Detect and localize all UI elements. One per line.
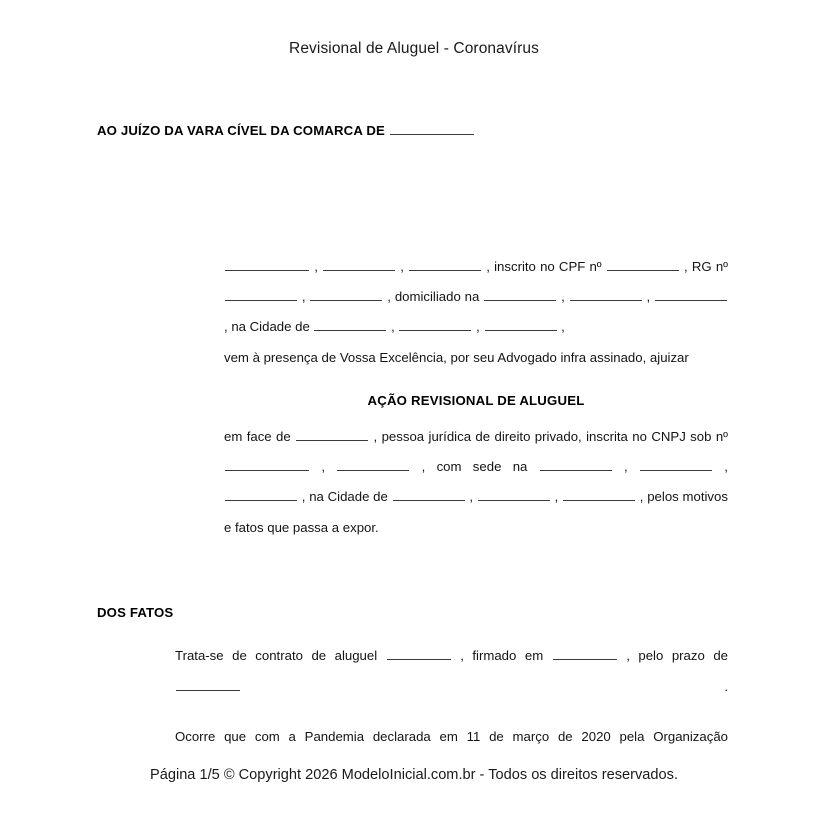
- blank-author-cpf: [607, 259, 679, 271]
- author-seg-5: RG nº: [691, 259, 728, 274]
- defendant-seg-7: , na Cidade de: [301, 489, 388, 505]
- blank-author-nationality: [323, 259, 395, 271]
- blank-defendant-city: [393, 489, 465, 501]
- author-seg-7: , domiciliado na: [387, 289, 480, 305]
- blank-author-zip: [485, 319, 557, 331]
- blank-author-neighborhood: [655, 289, 727, 301]
- blank-defendant-address: [540, 459, 612, 471]
- facts-paragraph-1-text: [175, 641, 728, 733]
- author-seg-6: ,: [301, 289, 306, 305]
- facts-p1-seg-1: Trata-se de contrato de aluguel: [175, 648, 378, 663]
- defendant-seg-9: ,: [554, 489, 559, 505]
- defendant-qualification-text: [224, 422, 728, 543]
- action-title: AÇÃO REVISIONAL DE ALUGUEL: [367, 393, 585, 408]
- facts-p1-seg-2: , firmado em: [460, 648, 544, 663]
- blank-contract-object: [387, 648, 451, 660]
- author-qualification-text: [224, 252, 728, 343]
- blank-defendant-cnpj: [225, 459, 309, 471]
- author-qualification-block: [224, 252, 728, 373]
- author-seg-11: ,: [391, 319, 395, 335]
- blank-author-rg-issuer: [310, 289, 382, 301]
- defendant-seg-2: , pessoa jurídica de direito privado, inscrita no CNPJ sob nº: [373, 429, 728, 444]
- defendant-seg-1: em face de: [224, 429, 291, 444]
- blank-defendant-name: [296, 429, 368, 441]
- author-seg-2: ,: [400, 259, 404, 274]
- page-title: Revisional de Aluguel - Coronavírus: [289, 40, 539, 57]
- blank-defendant-address-number: [640, 459, 712, 471]
- blank-contract-date: [553, 648, 617, 660]
- author-seg-4: ,: [684, 259, 688, 274]
- blank-author-address: [484, 289, 556, 301]
- blank-author-marital-status: [409, 259, 481, 271]
- blank-comarca: [390, 123, 474, 135]
- blank-author-city: [314, 319, 386, 331]
- author-seg-9: ,: [646, 289, 651, 305]
- court-addressing-heading: [97, 122, 757, 140]
- author-seg-10: , na Cidade de: [224, 319, 310, 335]
- blank-defendant-ie: [337, 459, 409, 471]
- blank-defendant-neighborhood: [225, 489, 297, 501]
- court-heading-label: AO JUÍZO DA VARA CÍVEL DA COMARCA DE: [97, 123, 385, 138]
- author-seg-1: ,: [314, 259, 318, 274]
- blank-author-address-number: [570, 289, 642, 301]
- defendant-qualification-block: [224, 422, 728, 543]
- facts-paragraph-2-text: Ocorre que com a Pandemia declarada em 11 de março de 2020 pela Organização: [175, 729, 728, 744]
- author-seg-12: ,: [476, 319, 480, 335]
- page-footer: Página 1/5 © Copyright 2026 ModeloInicial.com.br - Todos os direitos reservados.: [149, 767, 679, 783]
- facts-p1-seg-3: , pelo prazo de: [626, 648, 728, 663]
- blank-defendant-state: [478, 489, 550, 501]
- defendant-seg-6: ,: [724, 459, 728, 475]
- author-seg-13: ,: [561, 319, 565, 335]
- blank-author-state: [399, 319, 471, 331]
- blank-author-rg: [225, 289, 297, 301]
- defendant-seg-10: , pelos motivos e fatos que passa a expor.: [224, 489, 728, 535]
- facts-paragraph-1: [175, 641, 728, 733]
- defendant-seg-3: ,: [321, 459, 325, 475]
- defendant-seg-8: ,: [469, 489, 474, 505]
- author-seg-3: , inscrito no CPF nº: [486, 259, 602, 274]
- author-seg-8: ,: [561, 289, 565, 305]
- facts-p1-seg-4: .: [724, 678, 728, 694]
- author-closing-line: vem à presença de Vossa Excelência, por seu Advogado infra assinado, ajuizar: [224, 349, 689, 365]
- blank-defendant-zip: [563, 489, 635, 501]
- defendant-seg-5: ,: [624, 459, 628, 475]
- blank-contract-term: [176, 678, 240, 690]
- blank-author-name: [225, 259, 309, 271]
- section-heading-dos-fatos: DOS FATOS: [97, 605, 174, 620]
- defendant-seg-4: , com sede na: [421, 459, 528, 475]
